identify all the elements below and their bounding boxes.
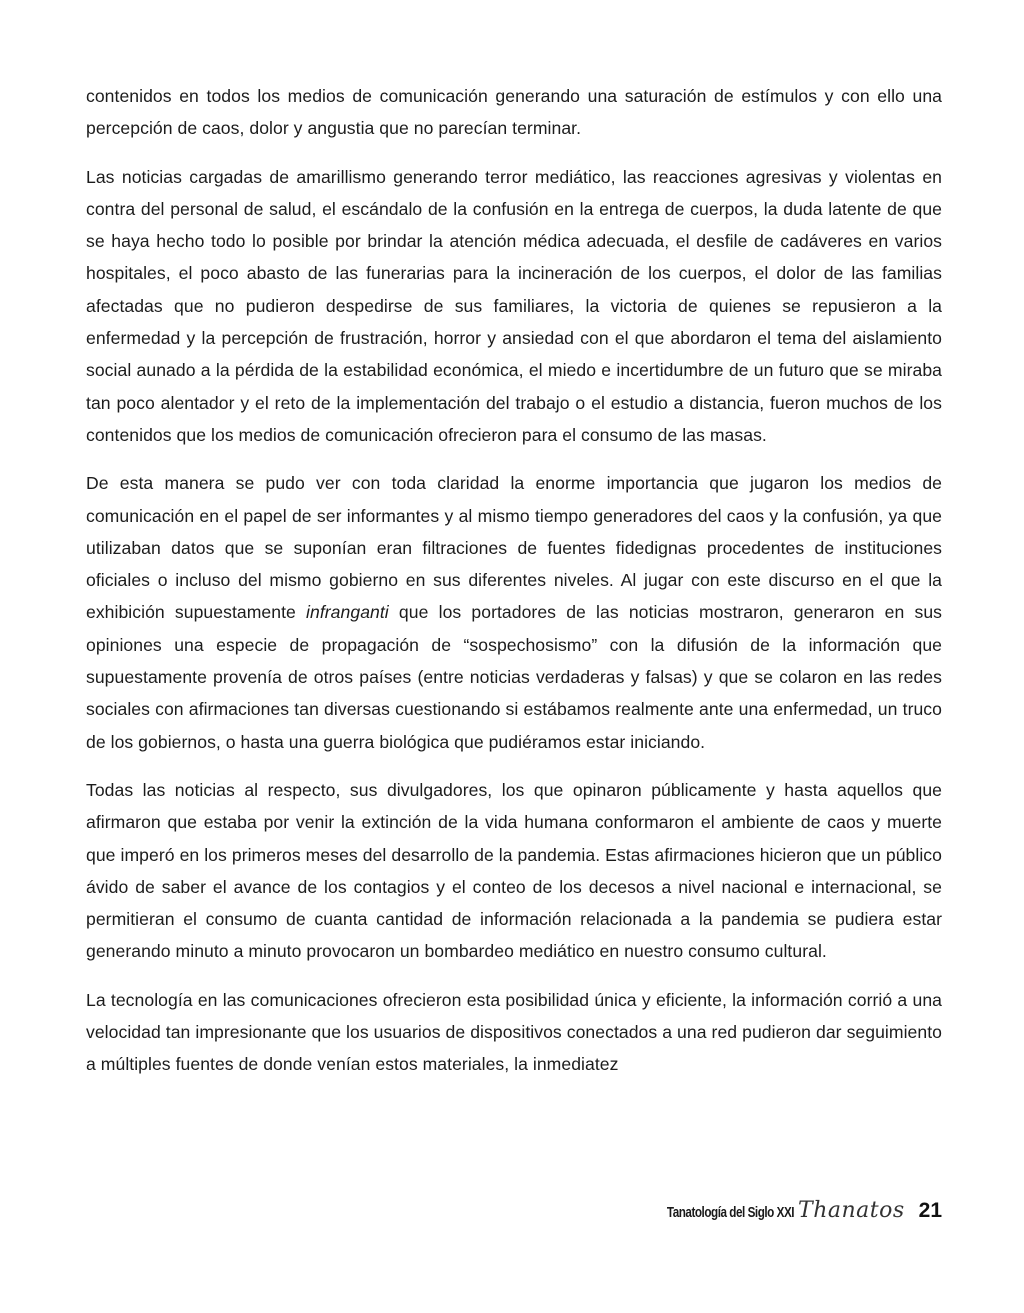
page-footer [600, 1198, 942, 1238]
page-body [86, 80, 942, 1097]
page-number: 21 [918, 1199, 942, 1222]
thanatos-logo: Thanatos [798, 1198, 905, 1223]
paragraph-3-part-2: que los portadores de las noticias mostraron, generaron en sus opiniones una especie de propagación de “sospechosismo” con la difusión de la información que supuestamente provenía de otros países (entre noticias verdaderas y falsas) y que se colaron en las redes sociales con afirmaciones tan diversas cuestionando si estábamos realmente ante una enfermedad, un truco de los gobiernos, o hasta una guerra biológica que pudiéramos estar iniciando. [86, 602, 943, 752]
paragraph-5: La tecnología en las comunicaciones ofrecieron esta posibilidad única y eficiente, la información corrió a una velocidad tan impresionante que los usuarios de dispositivos conectados a una red pudieron dar seguimiento a múltiples fuentes de donde venían estos materiales, la inmediatez [86, 989, 942, 1075]
paragraph-2: Las noticias cargadas de amarillismo generando terror mediático, las reacciones agresivas y violentas en contra del personal de salud, el escándalo de la confusión en la entrega de cuerpos, la duda latente de que se haya hecho todo lo posible por brindar la atención médica adecuada, el desfile de cadáveres en varios hospitales, el poco abasto de las funerarias para la incineración de los cuerpos, el dolor de las familias afectadas que no pudieron despedirse de sus familiares, la victoria de quienes se repusieron a la enfermedad y la percepción de frustración, horror y ansiedad con el que abordaron el tema del aislamiento social aunado a la pérdida de la estabilidad económica, el miedo e incertidumbre de un futuro que se miraba tan poco alentador y el reto de la implementación del trabajo o el estudio a distancia, fueron muchos de los contenidos que los medios de comunicación ofrecieron para el consumo de las masas. [86, 166, 942, 445]
paragraph-3 [86, 467, 942, 758]
journal-title: Tanatología del Siglo XXI [666, 1204, 795, 1221]
paragraph-4: Todas las noticias al respecto, sus divulgadores, los que opinaron públicamente y hasta aquellos que afirmaron que estaba por venir la extinción de la vida humana conformaron el ambiente de caos y muerte que imperó en los primeros meses del desarrollo de la pandemia. Estas afirmaciones hicieron que un público ávido de saber el avance de los contagios y el conteo de los decesos a nivel nacional e internacional, se permitieran el consumo de cuanta cantidad de información relacionada a la pandemia se pudiera estar generando minuto a minuto provocaron un bombardeo mediático en nuestro consumo cultural. [86, 779, 942, 962]
paragraph-3-part-1: De esta manera se pudo ver con toda claridad la enorme importancia que jugaron los medios de comunicación en el papel de ser informantes y al mismo tiempo generadores del caos y la confusión, ya que utilizaban datos que se suponían eran filtraciones de fuentes fidedignas procedentes de instituciones oficiales o incluso del mismo gobierno en sus diferentes niveles. Al jugar con este discurso en el que la exhibición supuestamente [86, 473, 942, 623]
paragraph-1: contenidos en todos los medios de comunicación generando una saturación de estímulos y con ello una percepción de caos, dolor y angustia que no parecían terminar. [86, 86, 942, 139]
italic-term: infranganti [306, 602, 389, 623]
